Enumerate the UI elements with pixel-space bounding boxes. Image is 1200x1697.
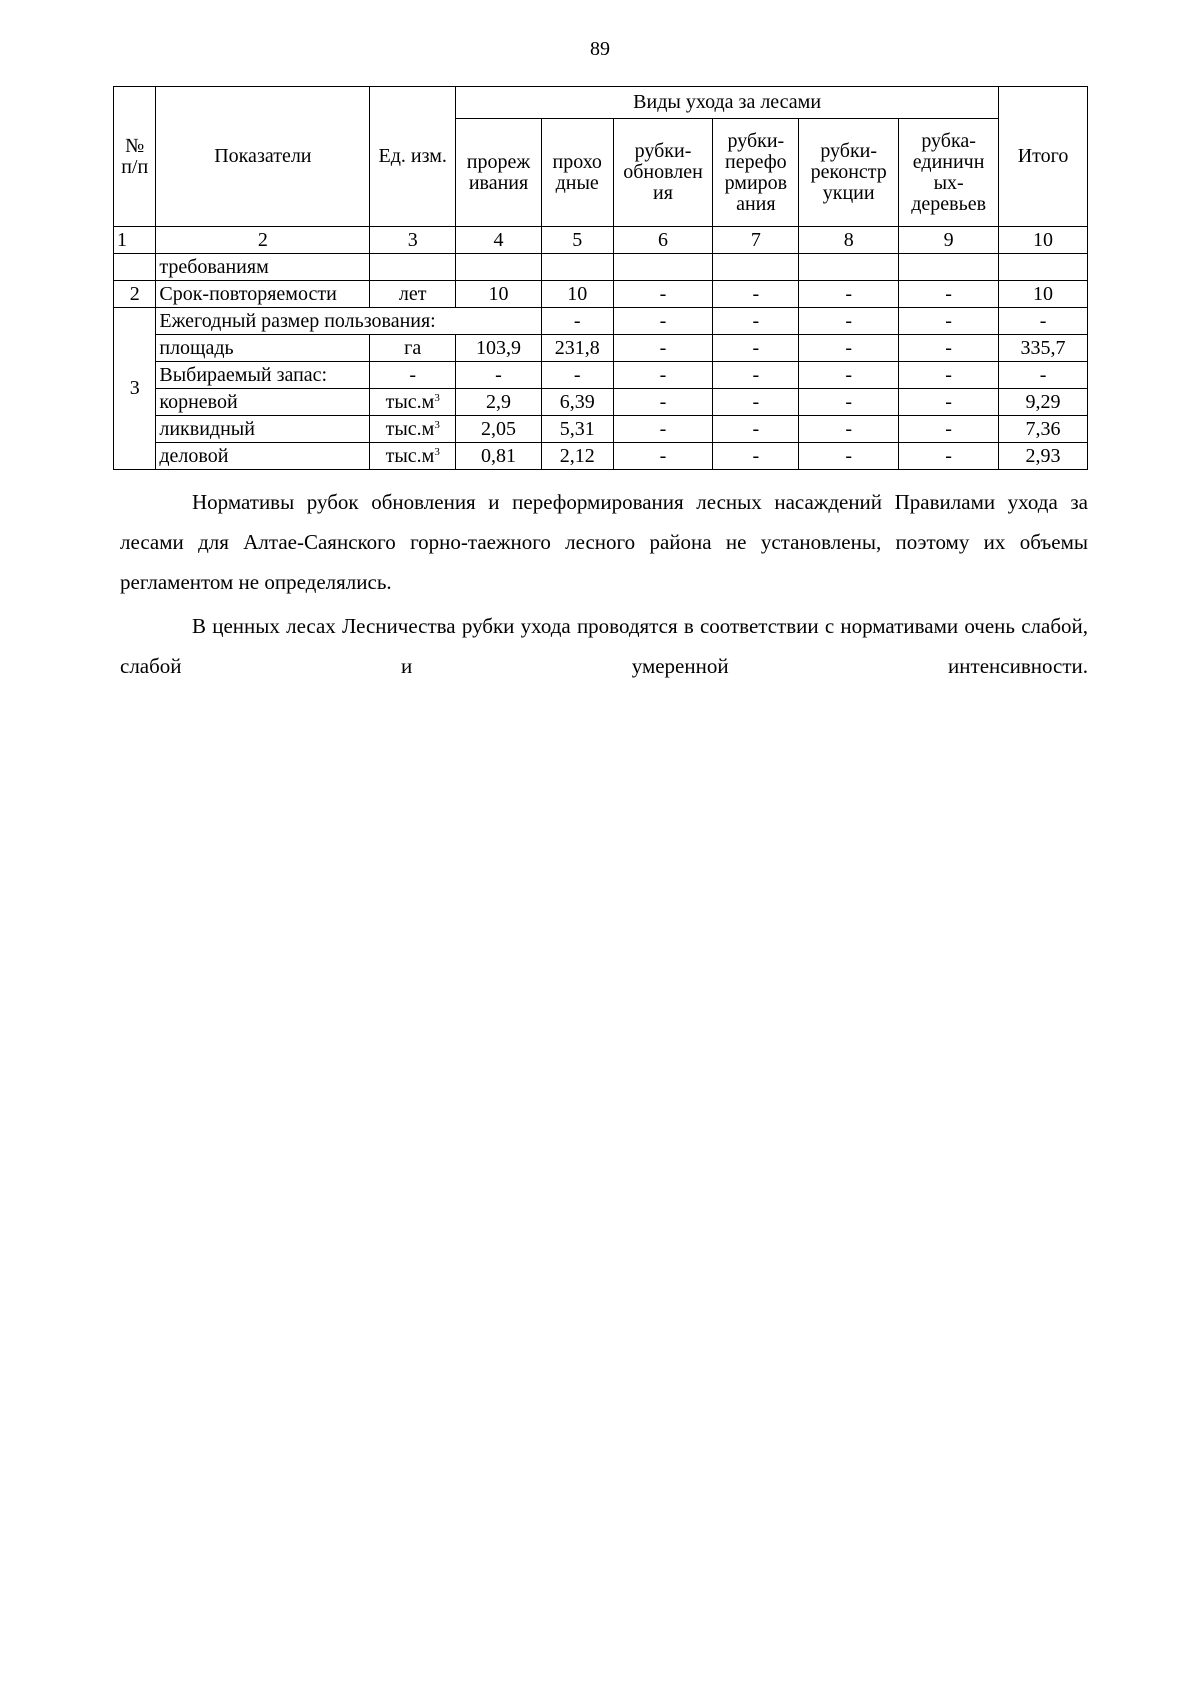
row-label: Ежегодный размер пользования: [156,308,542,335]
row-value: 6,39 [541,389,613,416]
header-type: рубки- обновлен ия [613,119,713,227]
row-value: - [799,308,899,335]
row-value: 10 [456,281,542,308]
row-label: Срок-повторяемости [156,281,370,308]
header-type: рубка- единичн ых- деревьев [899,119,999,227]
row-value: - [899,335,999,362]
row-unit [370,254,456,281]
row-unit: - [370,362,456,389]
row-value: 103,9 [456,335,542,362]
row-value: - [713,281,799,308]
table-row [114,308,1088,335]
row-value: 2,05 [456,416,542,443]
row-value: 0,81 [456,443,542,470]
row-num: 2 [114,281,156,308]
table-row [114,416,1088,443]
table-row [114,281,1088,308]
unit-superscript: 3 [434,418,440,431]
row-value: 2,9 [456,389,542,416]
row-value [713,254,799,281]
unit-text: тыс.м [385,417,435,440]
row-value: - [899,389,999,416]
column-number: 9 [899,227,999,254]
row-value [899,254,999,281]
header-total: Итого [999,87,1088,227]
page-number: 89 [590,38,610,60]
row-label: деловой [156,443,370,470]
row-value: 231,8 [541,335,613,362]
row-value: - [541,308,613,335]
row-unit: га [370,335,456,362]
row-value [456,254,542,281]
column-number: 8 [799,227,899,254]
row-value: - [799,443,899,470]
unit-superscript: 3 [434,445,440,458]
row-unit: лет [370,281,456,308]
header-num: № п/п [114,87,156,227]
row-total: 2,93 [999,443,1088,470]
forest-care-table [113,86,1088,470]
header-type: рубки- перефо рмиров ания [713,119,799,227]
column-number: 2 [156,227,370,254]
column-number: 10 [999,227,1088,254]
row-label: Выбираемый запас: [156,362,370,389]
row-value [613,254,713,281]
row-value: 2,12 [541,443,613,470]
column-number: 7 [713,227,799,254]
row-value: - [713,308,799,335]
row-value: 5,31 [541,416,613,443]
row-label: корневой [156,389,370,416]
row-value: - [613,416,713,443]
unit-superscript: 3 [434,391,440,404]
table-row [114,254,1088,281]
row-total [999,254,1088,281]
row-value: - [713,416,799,443]
header-unit: Ед. изм. [370,87,456,227]
row-value: - [613,335,713,362]
table-row [114,389,1088,416]
unit-text: тыс.м [385,444,435,467]
row-value: - [899,416,999,443]
row-label: площадь [156,335,370,362]
row-value: 10 [541,281,613,308]
row-value [541,254,613,281]
header-type: прореж ивания [456,119,542,227]
header-care-types: Виды ухода за лесами [456,87,999,119]
row-value: - [541,362,613,389]
row-value: - [613,281,713,308]
row-total: 335,7 [999,335,1088,362]
row-value: - [713,443,799,470]
header-indicators: Показатели [156,87,370,227]
row-num: 3 [114,308,156,470]
row-label: ликвидный [156,416,370,443]
row-total: - [999,308,1088,335]
row-unit [370,389,456,416]
row-value [799,254,899,281]
row-value: - [613,389,713,416]
column-number: 4 [456,227,542,254]
paragraph-intensity: В ценных лесах Лесничества рубки ухода проводятся в соответствии с нормативами очень слабой, слабой и умеренной интенсивности. [120,614,1088,678]
column-number: 5 [541,227,613,254]
row-value: - [899,308,999,335]
paragraph-norms: Нормативы рубок обновления и переформирования лесных насаждений Правилами ухода за лесами для Алтае-Саянского горно-таежного лесного района не установлены, поэтому их объемы регламентом не определялись. [120,490,1088,594]
row-unit [370,416,456,443]
row-value: - [713,389,799,416]
header-type: прохо дные [541,119,613,227]
row-label: требованиям [156,254,370,281]
row-value: - [613,308,713,335]
row-value: - [799,362,899,389]
row-total: 10 [999,281,1088,308]
row-value: - [456,362,542,389]
row-num [114,254,156,281]
row-total: 7,36 [999,416,1088,443]
unit-text: тыс.м [385,390,435,413]
header-type: рубки- реконстр укции [799,119,899,227]
table-row [114,443,1088,470]
column-number: 6 [613,227,713,254]
table-row [114,362,1088,389]
row-value: - [799,389,899,416]
row-value: - [799,335,899,362]
row-value: - [799,416,899,443]
row-value: - [899,281,999,308]
row-unit [370,443,456,470]
row-value: - [713,362,799,389]
row-value: - [613,443,713,470]
column-number: 1 [114,227,156,254]
row-value: - [613,362,713,389]
row-total: - [999,362,1088,389]
row-value: - [799,281,899,308]
column-number: 3 [370,227,456,254]
row-value: - [713,335,799,362]
row-value: - [899,362,999,389]
row-total: 9,29 [999,389,1088,416]
column-number-row [114,227,1088,254]
table-row [114,335,1088,362]
row-value: - [899,443,999,470]
